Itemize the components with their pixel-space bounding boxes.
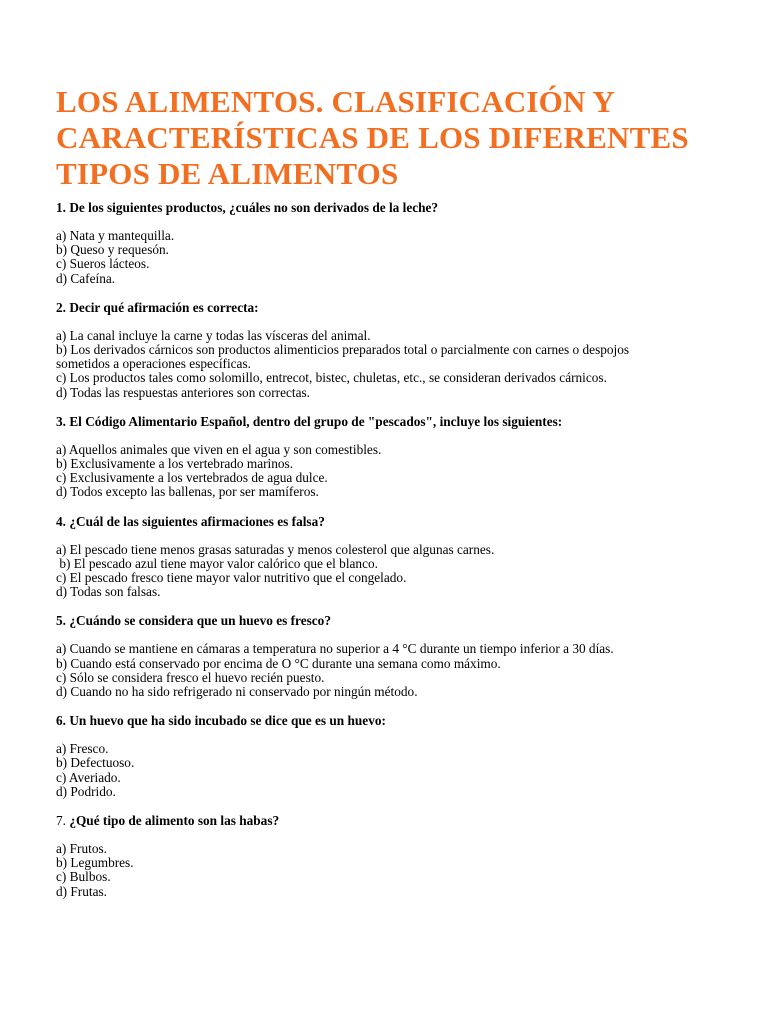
question-1 xyxy=(56,200,736,286)
question-number: 7. xyxy=(56,813,66,829)
answer-option: a) Aquellos animales que viven en el agua y son comestibles. xyxy=(56,441,382,457)
answer-list xyxy=(56,742,736,799)
answer-option: d) Todas las respuestas anteriores son correctas. xyxy=(56,384,310,400)
answer-option: b) Queso y requesón. xyxy=(56,242,169,258)
question-number: 1. xyxy=(56,200,66,215)
answer-option: a) El pescado tiene menos grasas saturadas y menos colesterol que algunas carnes. xyxy=(56,541,495,557)
question-prompt: ¿Qué tipo de alimento son las habas? xyxy=(69,813,280,829)
answer-option: c) Sueros lácteos. xyxy=(56,256,150,272)
question-text xyxy=(56,514,736,529)
question-text xyxy=(56,613,736,628)
answer-option: c) Bulbos. xyxy=(56,869,111,885)
title-line: CARACTERÍSTICAS DE LOS DIFERENTES xyxy=(56,120,689,155)
question-prompt: ¿Cuál de las siguientes afirmaciones es falsa? xyxy=(69,513,325,529)
question-text xyxy=(56,414,736,429)
answer-option: c) Exclusivamente a los vertebrados de agua dulce. xyxy=(56,470,328,486)
answer-list xyxy=(56,229,736,286)
answer-option: b) Cuando está conservado por encima de O °C durante una semana como máximo. xyxy=(56,655,501,671)
answer-option: d) Podrido. xyxy=(56,783,116,799)
answer-option: d) Todas son falsas. xyxy=(56,584,161,600)
question-number: 4. xyxy=(56,513,66,529)
answer-option: b) Los derivados cárnicos son productos alimenticios preparados total o parcialmente con carnes o despojos xyxy=(56,342,630,358)
answer-list xyxy=(56,642,736,699)
answer-option: a) Fresco. xyxy=(56,741,109,757)
answer-option: a) Nata y mantequilla. xyxy=(56,228,175,243)
question-5 xyxy=(56,613,736,699)
answer-list xyxy=(56,543,736,600)
question-4 xyxy=(56,514,736,600)
question-prompt: Un huevo que ha sido incubado se dice que es un huevo: xyxy=(69,713,386,729)
answer-option: c) El pescado fresco tiene mayor valor nutritivo que el congelado. xyxy=(56,570,407,586)
question-number: 2. xyxy=(56,299,66,315)
document-title xyxy=(56,84,736,192)
answer-option: b) Defectuoso. xyxy=(56,755,135,771)
answer-option: b) Legumbres. xyxy=(56,855,134,871)
answer-list xyxy=(56,842,736,899)
question-prompt: De los siguientes productos, ¿cuáles no son derivados de la leche? xyxy=(69,200,439,215)
question-text xyxy=(56,300,736,315)
answer-option: c) Averiado. xyxy=(56,769,121,785)
answer-option: d) Frutas. xyxy=(56,883,107,899)
answer-option: b) Exclusivamente a los vertebrado marinos. xyxy=(56,456,294,472)
answer-option: d) Todos excepto las ballenas, por ser mamíferos. xyxy=(56,484,319,500)
question-text xyxy=(56,713,736,728)
answer-option: d) Cafeína. xyxy=(56,270,116,286)
question-prompt: El Código Alimentario Español, dentro del grupo de "pescados", incluye los siguientes: xyxy=(69,413,563,429)
title-line: LOS ALIMENTOS. CLASIFICACIÓN Y xyxy=(56,84,615,119)
answer-option: d) Cuando no ha sido refrigerado ni conservado por ningún método. xyxy=(56,684,418,700)
question-number: 3. xyxy=(56,413,66,429)
answer-option: b) El pescado azul tiene mayor valor calórico que el blanco. xyxy=(56,555,378,571)
question-3 xyxy=(56,414,736,500)
answer-list xyxy=(56,443,736,500)
title-line: TIPOS DE ALIMENTOS xyxy=(56,156,399,191)
answer-option: a) La canal incluye la carne y todas las vísceras del animal. xyxy=(56,327,371,343)
question-number: 6. xyxy=(56,713,66,729)
answer-option: a) Frutos. xyxy=(56,841,107,857)
answer-option: c) Sólo se considera fresco el huevo recién puesto. xyxy=(56,669,325,685)
question-7 xyxy=(56,813,736,899)
question-6 xyxy=(56,713,736,799)
answer-option-continuation: sometidos a operaciones específicas. xyxy=(56,356,251,372)
question-prompt: ¿Cuándo se considera que un huevo es fresco? xyxy=(69,613,331,629)
question-text xyxy=(56,813,736,828)
answer-option: c) Los productos tales como solomillo, entrecot, bistec, chuletas, etc., se consideran derivados cárnicos. xyxy=(56,370,607,386)
answer-list xyxy=(56,329,736,400)
question-text xyxy=(56,200,736,215)
question-2 xyxy=(56,300,736,400)
document-page xyxy=(56,84,736,913)
question-prompt: Decir qué afirmación es correcta: xyxy=(69,299,259,315)
answer-option: a) Cuando se mantiene en cámaras a temperatura no superior a 4 °C durante un tiempo inferior a 30 días. xyxy=(56,641,614,657)
question-number: 5. xyxy=(56,613,66,629)
